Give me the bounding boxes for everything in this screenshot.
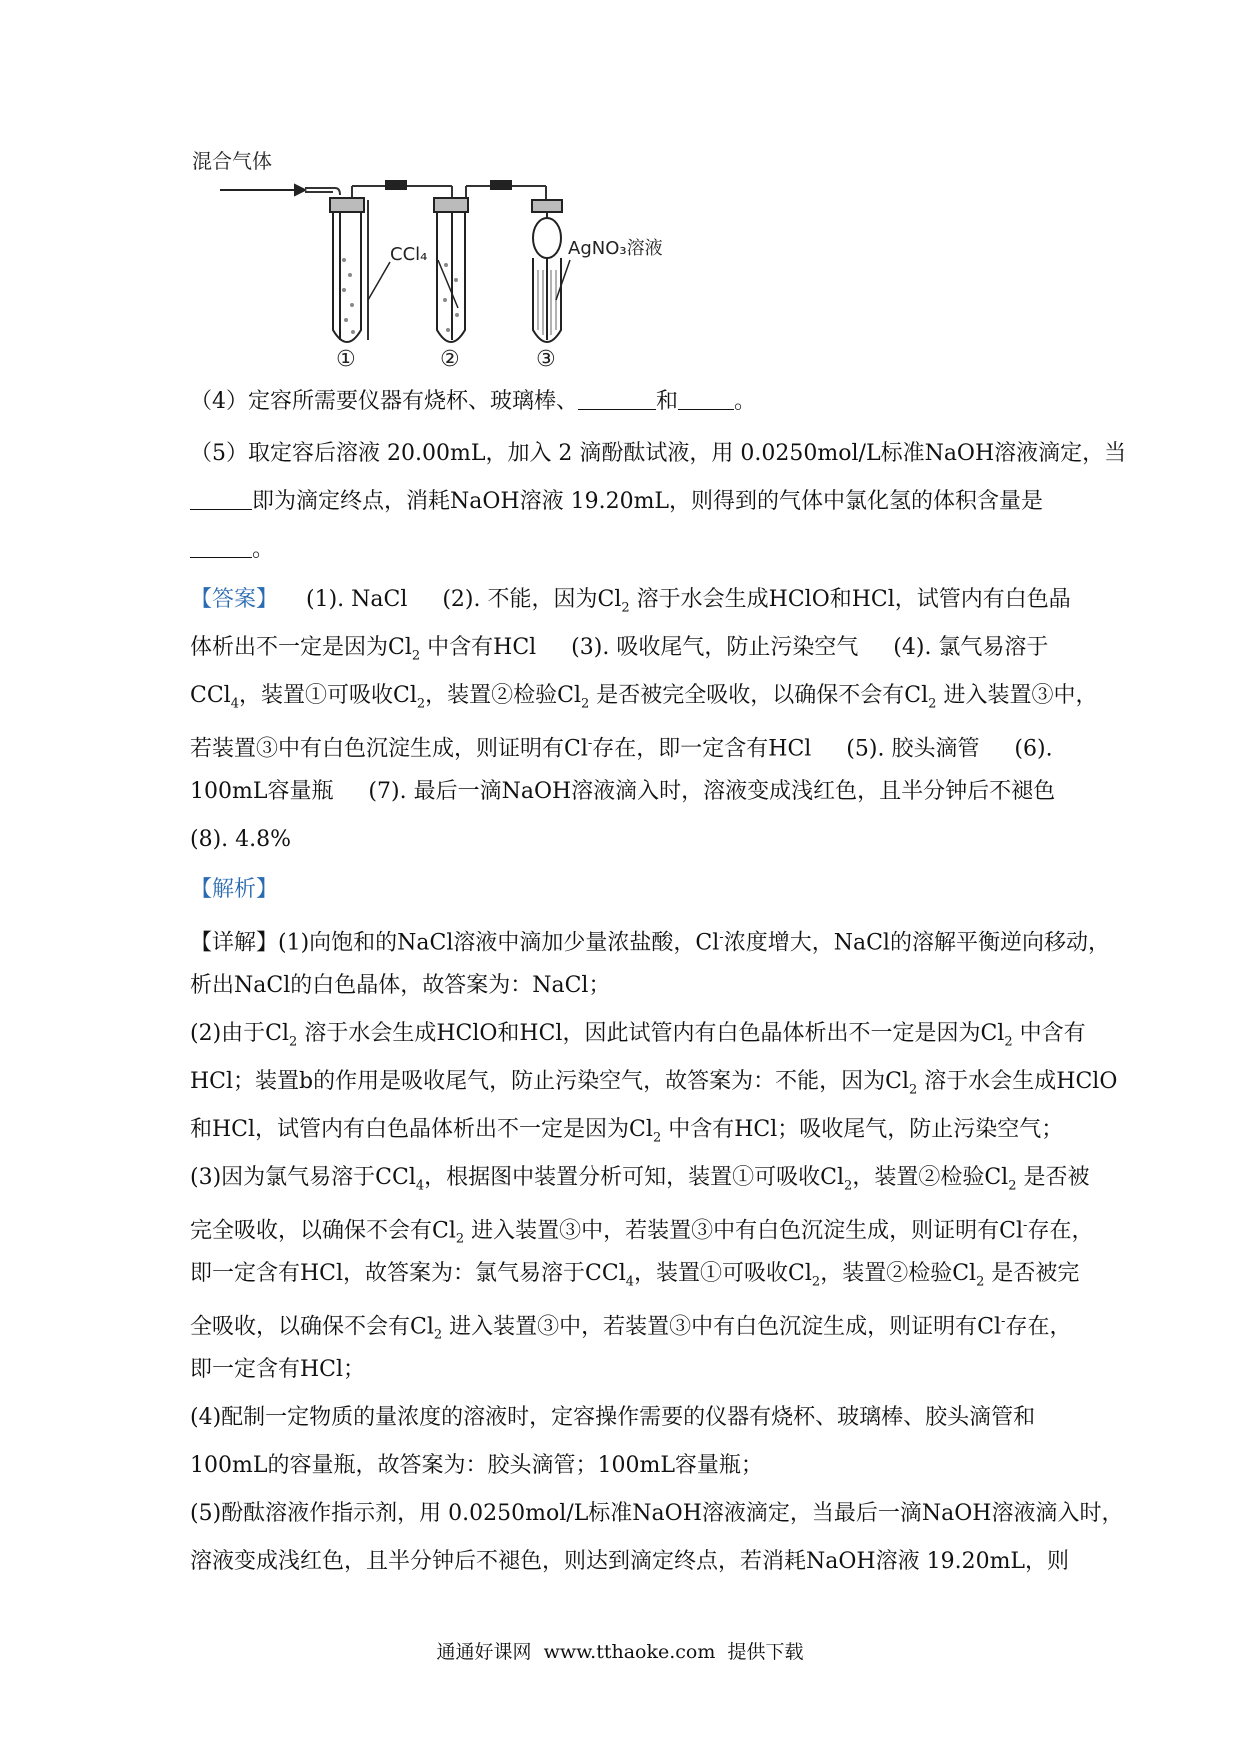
detail-tag: 【详解】 (190, 930, 279, 956)
page-footer: 通通好课网 www.tthaoke.com 提供下载 (436, 1641, 804, 1663)
inlet-arrow (220, 185, 305, 195)
answer-line-5: 100mL容量瓶 (7). 最后一滴NaOH溶液滴入时，溶液变成浅红色，且半分钟后不褪色 (190, 779, 1056, 804)
analysis-line-2: 析出NaCl的白色晶体，故答案为：NaCl； (190, 973, 611, 998)
label-ccl4: CCl₄ (390, 244, 428, 265)
analysis-line-4: HCl；装置b的作用是吸收尾气，防止污染空气，故答案为：不能，因为$Cl_2$ 溶于水会生成HClO (190, 1069, 1118, 1098)
tube-number-2: ② (440, 347, 460, 370)
analysis-line-14: 溶液变成浅红色，且半分钟后不褪色，则达到滴定终点，若消耗NaOH溶液 19.20mL，则 (190, 1549, 1070, 1574)
analysis-line-8: 即一定含有HCl，故答案为：氯气易溶于CCl$_4$，装置①可吸收$Cl_2$，装置②检验$Cl_2$ 是否被完 (190, 1261, 1080, 1290)
answer-blank (678, 389, 734, 410)
test-tube-2 (434, 198, 468, 342)
question-5-line-3: 。 (190, 536, 274, 564)
analysis-tag: 【解析】 (190, 877, 279, 902)
analysis-line-5: 和HCl，试管内有白色晶体析出不一定是因为$Cl_2$ 中含有HCl；吸收尾气，防止污染空气； (190, 1117, 1064, 1146)
analysis-line-9: 全吸收，以确保不会有$Cl_2$ 进入装置③中，若装置③中有白色沉淀生成，则证明有Cl-存在， (190, 1314, 1072, 1343)
tube-number-1: ① (336, 347, 356, 370)
analysis-line-1: 【详解】(1)向饱和的NaCl溶液中滴加少量浓盐酸，Cl-浓度增大，NaCl的溶解平衡逆向移动， (190, 930, 1110, 956)
answer-blank (190, 489, 252, 510)
answer-line-4: 若装置③中有白色沉淀生成，则证明有Cl-存在，即一定含有HCl (5). 胶头滴管 (6). (190, 736, 1053, 762)
tube-number-labels (336, 347, 556, 370)
analysis-line-13: (5)酚酞溶液作指示剂，用 0.0250mol/L标准NaOH溶液滴定，当最后一滴NaOH溶液滴入时， (190, 1501, 1124, 1526)
test-tube-1 (330, 198, 364, 342)
test-tube-3 (532, 200, 562, 342)
question-5-line-1: （5）取定容后溶液 20.00mL，加入 2 滴酚酞试液，用 0.0250mol/L标准NaOH溶液滴定，当 (190, 441, 1127, 466)
label-agno3: AgNO₃溶液 (568, 238, 663, 259)
analysis-line-6: (3)因为氯气易溶于CCl$_4$，根据图中装置分析可知，装置①可吸收$Cl_2$，装置②检验$Cl_2$ 是否被 (190, 1165, 1090, 1194)
analysis-line-10: 即一定含有HCl； (190, 1357, 366, 1382)
answer-tag: 【答案】 (190, 587, 279, 612)
answer-line-3: CCl$_4$，装置①可吸收$Cl_2$，装置②检验$Cl_2$ 是否被完全吸收，以确保不会有$Cl_2$ 进入装置③中， (190, 683, 1098, 712)
question-4: （4）定容所需要仪器有烧杯、玻璃棒、 和 。 (190, 389, 757, 414)
analysis-line-11: (4)配制一定物质的量浓度的溶液时，定容操作需要的仪器有烧杯、玻璃棒、胶头滴管和 (190, 1405, 1036, 1430)
analysis-line-12: 100mL的容量瓶，故答案为：胶头滴管；100mL容量瓶； (190, 1453, 763, 1478)
question-5-line-2: 即为滴定终点，消耗NaOH溶液 19.20mL，则得到的气体中氯化氢的体积含量是 (190, 488, 1043, 516)
answer-blank (578, 389, 656, 410)
tube-number-3: ③ (536, 347, 556, 370)
label-mixed-gas: 混合气体 (192, 149, 272, 173)
answer-line-1: 【答案】 (1). NaCl (2). 不能，因为$Cl_2$ 溶于水会生成HClO和HCl，试管内有白色晶 (190, 587, 1071, 616)
answer-blank (190, 537, 252, 558)
analysis-line-7: 完全吸收，以确保不会有$Cl_2$ 进入装置③中，若装置③中有白色沉淀生成，则证明有Cl-存在， (190, 1218, 1094, 1247)
analysis-line-3: (2)由于$Cl_2$ 溶于水会生成HClO和HCl，因此试管内有白色晶体析出不一定是因为$Cl_2$ 中含有 (190, 1021, 1086, 1050)
apparatus-figure (190, 140, 710, 370)
answer-line-6: (8). 4.8% (190, 827, 292, 852)
answer-line-2: 体析出不一定是因为$Cl_2$ 中含有HCl (3). 吸收尾气，防止污染空气 (4). 氯气易溶于 (190, 635, 1049, 664)
